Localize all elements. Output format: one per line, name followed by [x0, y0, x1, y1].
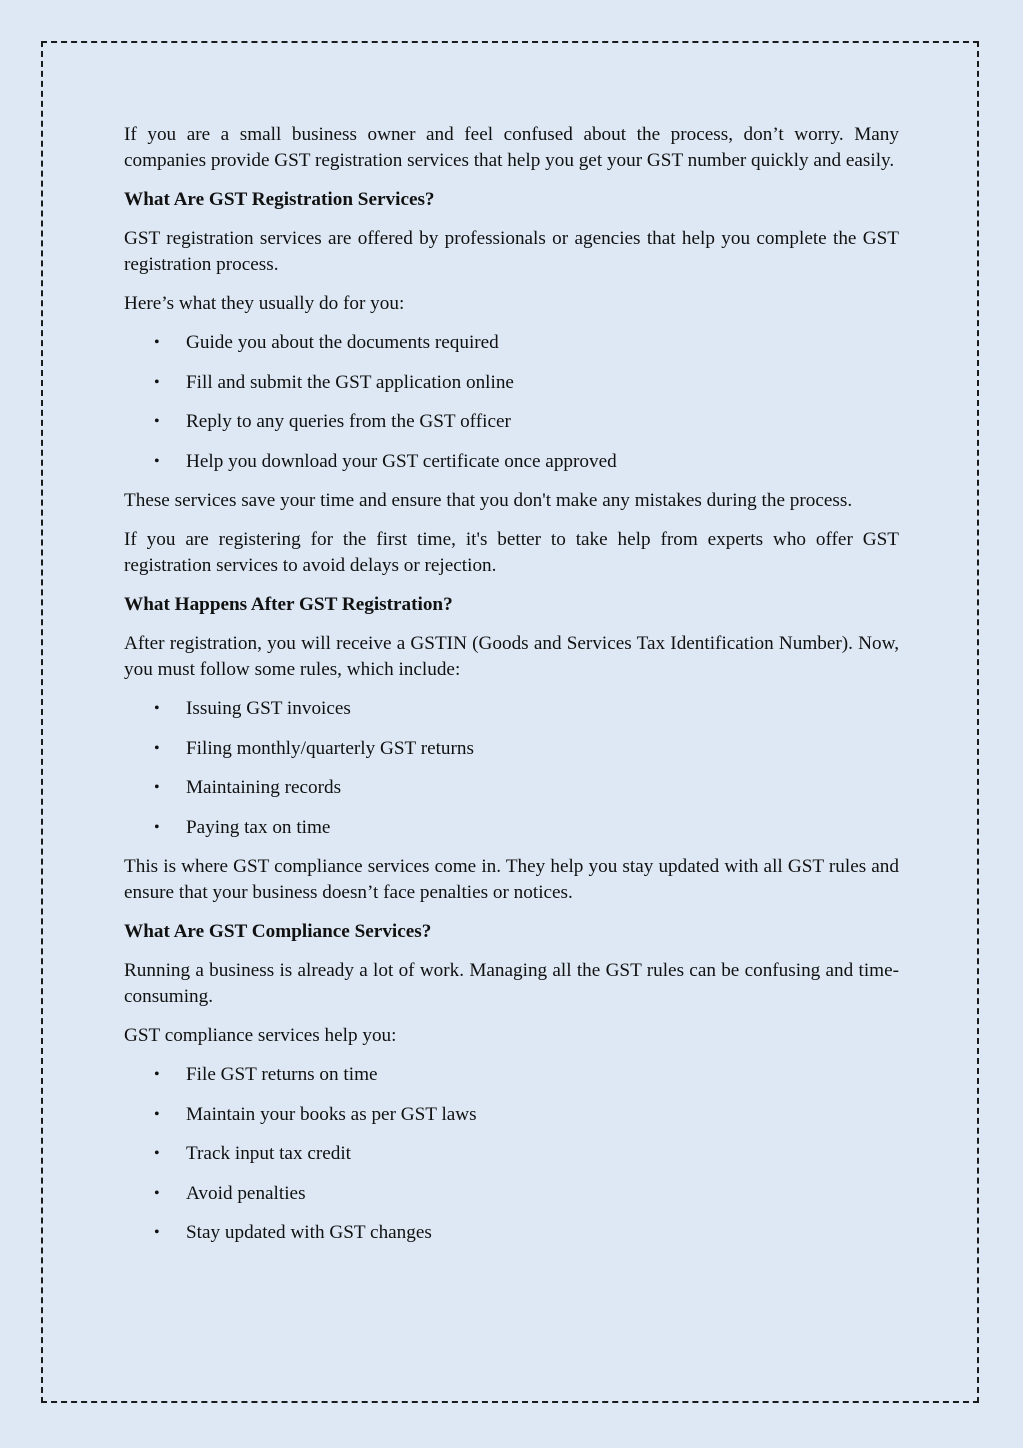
list-item-text: Issuing GST invoices [186, 698, 351, 719]
bullet-icon: • [154, 413, 160, 430]
bullet-icon: • [154, 1105, 160, 1123]
list-item-text: Guide you about the documents required [186, 332, 499, 353]
list-item-text: Paying tax on time [186, 816, 331, 838]
section-heading-compliance-services: What Are GST Compliance Services? [124, 921, 432, 942]
bullet-icon: • [154, 1066, 160, 1083]
paragraph: Here’s what they usually do for you: [124, 293, 405, 314]
list-item-text: Stay updated with GST changes [186, 1222, 432, 1243]
list-item-text: Maintaining records [186, 777, 342, 798]
list-item-text: Track input tax credit [186, 1143, 352, 1164]
list-item [124, 449, 899, 475]
list-item-text: Help you download your GST certificate once approved [186, 450, 617, 472]
list-item-text: Reply to any queries from the GST officer [186, 411, 511, 432]
section-heading-registration-services: What Are GST Registration Services? [124, 189, 435, 210]
list-item-text: Avoid penalties [186, 1182, 306, 1204]
list-item [124, 330, 899, 356]
list-item [124, 1141, 899, 1167]
paragraph: GST compliance services help you: [124, 1025, 397, 1046]
paragraph: After registration, you will receive a GSTIN (Goods and Services Tax Identification Number). Now, you must follow some rules, which include: [124, 633, 899, 680]
intro-paragraph: If you are a small business owner and feel confused about the process, don’t worry. Many companies provide GST registration services that help you get your GST number quickly and easily. [124, 124, 899, 171]
document-body [124, 122, 899, 1260]
list-item-text: Filing monthly/quarterly GST returns [186, 737, 474, 759]
list-item [124, 370, 899, 396]
bullet-icon: • [154, 452, 160, 470]
list-item-text: File GST returns on time [186, 1064, 378, 1085]
section-heading-after-registration: What Happens After GST Registration? [124, 594, 453, 615]
list-item-text: Maintain your books as per GST laws [186, 1103, 477, 1125]
list-item [124, 1102, 899, 1128]
paragraph: Running a business is already a lot of work. Managing all the GST rules can be confusing and time-consuming. [124, 960, 899, 1007]
paragraph: If you are registering for the first time, it's better to take help from experts who offer GST registration services to avoid delays or rejection. [124, 529, 899, 576]
list-item [124, 1181, 899, 1207]
bullet-icon: • [154, 1145, 160, 1162]
after-registration-list [124, 696, 899, 841]
bullet-icon: • [154, 818, 160, 836]
paragraph: These services save your time and ensure that you don't make any mistakes during the process. [124, 490, 853, 511]
bullet-icon: • [154, 739, 160, 757]
registration-services-list [124, 330, 899, 475]
bullet-icon: • [154, 1224, 160, 1241]
bullet-icon: • [154, 1184, 160, 1202]
list-item [124, 1062, 899, 1088]
bullet-icon: • [154, 700, 160, 717]
bullet-icon: • [154, 334, 160, 351]
list-item [124, 736, 899, 762]
compliance-services-list [124, 1062, 899, 1246]
bullet-icon: • [154, 373, 160, 391]
paragraph: GST registration services are offered by professionals or agencies that help you complete the GST registration process. [124, 228, 899, 275]
paragraph: This is where GST compliance services come in. They help you stay updated with all GST rules and ensure that your business doesn’t face penalties or notices. [124, 856, 899, 903]
list-item [124, 409, 899, 435]
list-item [124, 815, 899, 841]
list-item-text: Fill and submit the GST application online [186, 371, 514, 393]
list-item [124, 1220, 899, 1246]
list-item [124, 775, 899, 801]
list-item [124, 696, 899, 722]
bullet-icon: • [154, 779, 160, 796]
